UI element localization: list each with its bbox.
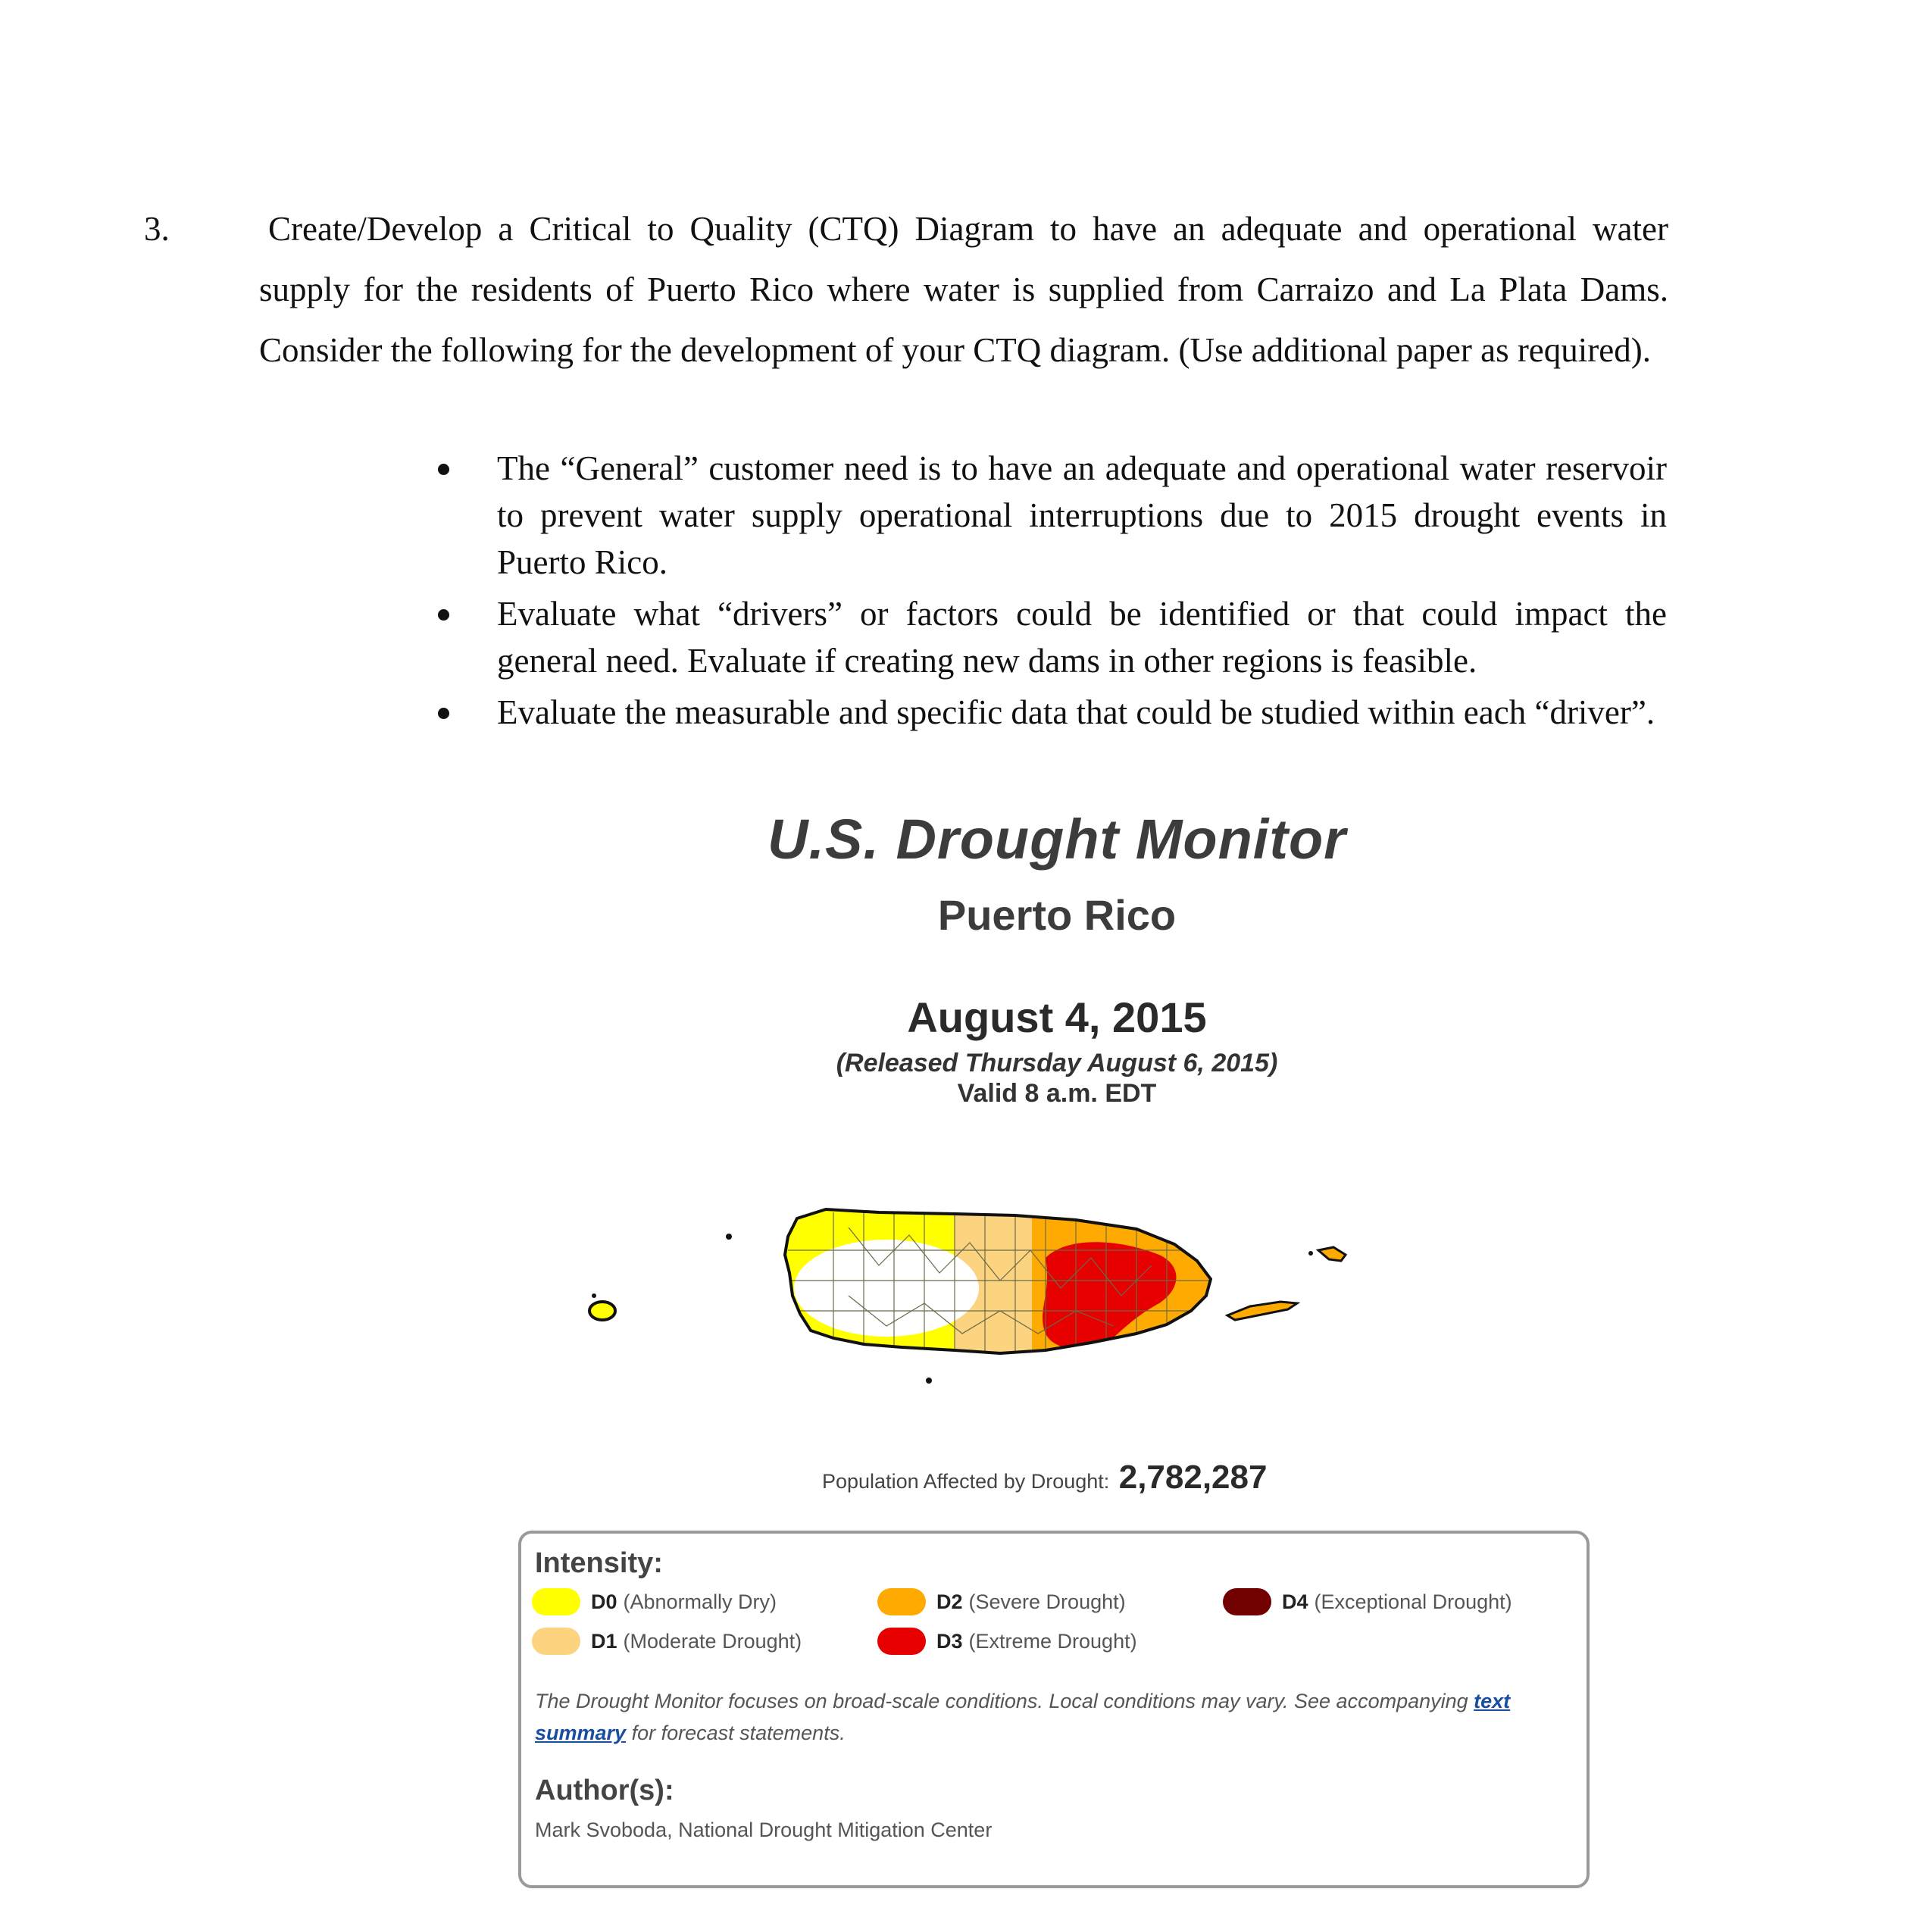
caja-de-muertos-island (926, 1378, 932, 1384)
legend-label: (Extreme Drought) (968, 1629, 1137, 1653)
swatch-d4 (1223, 1588, 1271, 1615)
legend-code: D4 (1282, 1590, 1308, 1613)
mona-island (589, 1302, 615, 1320)
authors-text: Mark Svoboda, National Drought Mitigation Center (535, 1819, 993, 1841)
population-label: Population Affected by Drought: (822, 1470, 1110, 1493)
note-text: The Drought Monitor focuses on broad-scale conditions. Local conditions may vary. See accompanying (535, 1690, 1474, 1712)
swatch-d3 (877, 1628, 926, 1655)
legend-item-d3 (877, 1626, 1137, 1656)
question-number: 3. (144, 210, 170, 248)
cayo-icon (1308, 1251, 1313, 1256)
swatch-d2 (877, 1588, 926, 1615)
text-summary-link[interactable]: text summary (535, 1690, 1511, 1744)
legend-item-d2 (877, 1587, 1126, 1617)
legend-label: (Moderate Drought) (623, 1629, 802, 1653)
monitor-release: (Released Thursday August 6, 2015) (836, 1049, 1278, 1077)
legend-label: (Abnormally Dry) (623, 1590, 777, 1613)
vieques-island (1227, 1302, 1297, 1320)
legend-label: (Severe Drought) (968, 1590, 1126, 1613)
bullet-text: Evaluate what “drivers” or factors could be identified or that could impact the general need. Evaluate if creating new dams in other regions is feasible. (497, 595, 1667, 680)
bullet-item (424, 689, 1667, 736)
legend-code: D3 (936, 1629, 963, 1653)
zone-d3 (1043, 1242, 1176, 1349)
legend-code: D1 (591, 1629, 617, 1653)
swatch-d1 (532, 1628, 580, 1655)
legend-item-d1 (532, 1626, 802, 1656)
monito-island (592, 1293, 596, 1298)
bullet-icon (438, 708, 449, 719)
monitor-title: U.S. Drought Monitor (767, 808, 1346, 871)
legend-code: D0 (591, 1590, 617, 1613)
monitor-date: August 4, 2015 (907, 993, 1207, 1041)
desecheo-island (726, 1234, 732, 1240)
legend-note (535, 1685, 1520, 1749)
population-value: 2,782,287 (1118, 1459, 1268, 1496)
legend-heading: Intensity: (535, 1547, 663, 1579)
population-affected (822, 1459, 1267, 1496)
legend-box (518, 1531, 1590, 1888)
swatch-d0 (532, 1588, 580, 1615)
bullet-icon (438, 464, 449, 475)
monitor-valid: Valid 8 a.m. EDT (957, 1079, 1157, 1108)
monitor-region: Puerto Rico (937, 891, 1177, 939)
bullet-list (424, 445, 1667, 740)
bullet-icon (438, 609, 449, 621)
legend-item-d0 (532, 1587, 777, 1617)
question-text: Create/Develop a Critical to Quality (CTQ) Diagram to have an adequate and operational water supply for the residents of Puerto Rico where water is supplied from Carraizo and La Plata Dams. Consider the following for the development of your CTQ diagram. (Use additional paper as required). (259, 210, 1668, 369)
authors-heading: Author(s): (535, 1775, 674, 1806)
bullet-item (424, 590, 1667, 684)
bullet-text: The “General” customer need is to have an adequate and operational water reservoir to prevent water supply operational interruptions due to 2015 drought events in Puerto Rico. (497, 449, 1667, 581)
puerto-rico-drought-map (561, 1182, 1470, 1409)
zone-none (794, 1240, 979, 1337)
legend-item-d4 (1223, 1587, 1512, 1617)
culebra-island (1318, 1247, 1346, 1261)
bullet-item (424, 445, 1667, 586)
legend-code: D2 (936, 1590, 963, 1613)
legend-label: (Exceptional Drought) (1314, 1590, 1512, 1613)
bullet-text: Evaluate the measurable and specific data that could be studied within each “driver”. (497, 693, 1655, 731)
note-text-end: for forecast statements. (626, 1722, 846, 1744)
